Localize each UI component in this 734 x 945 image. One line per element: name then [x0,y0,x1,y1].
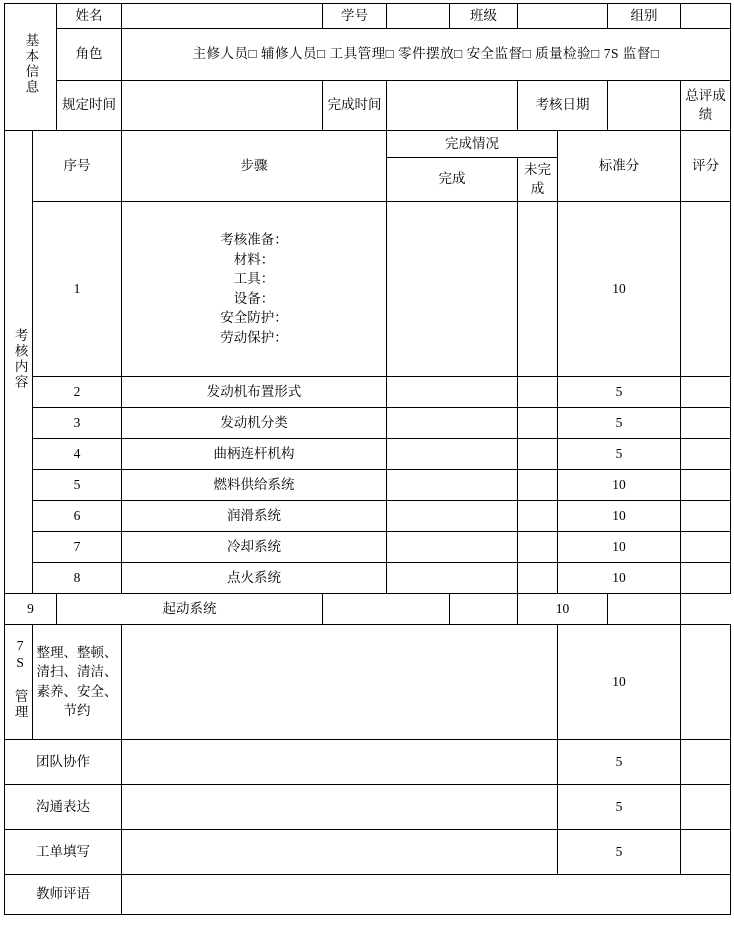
planned-time-field[interactable] [122,80,323,130]
row-step: 发动机分类 [122,407,387,438]
row-score[interactable] [681,739,731,784]
role-options[interactable]: 主修人员□ 辅修人员□ 工具管理□ 零件摆放□ 安全监督□ 质量检验□ 7S 监督□ [122,28,731,80]
row-done[interactable] [387,376,518,407]
row-seq: 3 [33,407,122,438]
table-row [5,376,731,407]
row-content[interactable] [122,784,558,829]
row-score[interactable] [681,829,731,874]
row-done[interactable] [323,593,450,624]
row-score[interactable] [681,469,731,500]
row-done[interactable] [387,531,518,562]
table-row [5,739,731,784]
row-step: 起动系统 [57,593,323,624]
class-label: 班级 [450,4,518,29]
row-score[interactable] [681,407,731,438]
header-seq: 序号 [33,130,122,201]
step-line: 工具： [233,271,275,287]
group-label: 组别 [608,4,681,29]
row-not-done[interactable] [518,201,558,376]
row-seq: 5 [33,469,122,500]
row-score[interactable] [681,562,731,593]
row-label: 工单填写 [5,829,122,874]
table-row [5,829,731,874]
row-step [122,201,387,376]
row-standard-score: 5 [558,784,681,829]
row-not-done[interactable] [450,593,518,624]
table-row [5,562,731,593]
row-step: 燃料供给系统 [122,469,387,500]
row-standard-score: 10 [558,500,681,531]
class-field[interactable] [518,4,608,29]
basic-info-row-3 [5,80,731,130]
row-label: 沟通表达 [5,784,122,829]
total-score-label: 总评成绩 [681,80,731,130]
table-row [5,407,731,438]
step-line: 劳动保护： [220,329,288,345]
seven-s-label: 7S 管理 [5,624,33,739]
role-label: 角色 [57,28,122,80]
header-step: 步骤 [122,130,387,201]
basic-info-label: 基本信息 [5,4,57,131]
exam-date-field[interactable] [608,80,681,130]
row-seq: 9 [5,593,57,624]
table-row [5,784,731,829]
row-standard-score: 5 [558,407,681,438]
row-standard-score: 10 [558,201,681,376]
row-done[interactable] [387,500,518,531]
seven-s-items: 整理、整顿、清扫、清洁、素养、安全、节约 [33,624,122,739]
header-standard-score: 标准分 [558,130,681,201]
basic-info-row-1 [5,4,731,29]
row-standard-score: 10 [558,531,681,562]
name-field[interactable] [122,4,323,29]
row-step: 冷却系统 [122,531,387,562]
seven-s-standard-score: 10 [558,624,681,739]
header-completion: 完成情况 [387,130,558,157]
teacher-comment-field[interactable] [122,874,731,914]
basic-info-row-2 [5,28,731,80]
row-not-done[interactable] [518,500,558,531]
row-not-done[interactable] [518,407,558,438]
row-content[interactable] [122,829,558,874]
teacher-comment-row [5,874,731,914]
row-standard-score: 10 [558,469,681,500]
step-line: 安全防护： [220,310,288,326]
header-not-done: 未完成 [518,157,558,201]
row-not-done[interactable] [518,531,558,562]
row-not-done[interactable] [518,438,558,469]
row-label: 团队协作 [5,739,122,784]
planned-time-label: 规定时间 [57,80,122,130]
header-score: 评分 [681,130,731,201]
row-not-done[interactable] [518,469,558,500]
row-score[interactable] [608,593,681,624]
student-id-label: 学号 [323,4,387,29]
table-row [5,593,731,624]
row-seq: 7 [33,531,122,562]
row-standard-score: 5 [558,739,681,784]
row-seq: 8 [33,562,122,593]
header-done: 完成 [387,157,518,201]
row-score[interactable] [681,438,731,469]
row-standard-score: 5 [558,376,681,407]
row-content[interactable] [122,739,558,784]
step-line: 材料： [233,251,275,267]
teacher-comment-label: 教师评语 [5,874,122,914]
row-score[interactable] [681,201,731,376]
table-row [5,201,731,376]
finish-time-field[interactable] [387,80,518,130]
row-seq: 4 [33,438,122,469]
row-standard-score: 5 [558,438,681,469]
row-step: 曲柄连杆机构 [122,438,387,469]
row-seq: 1 [33,201,122,376]
row-score[interactable] [681,376,731,407]
table-row [5,500,731,531]
row-not-done[interactable] [518,376,558,407]
step-line: 设备： [233,290,275,306]
row-done[interactable] [387,562,518,593]
row-standard-score: 10 [518,593,608,624]
row-not-done[interactable] [518,562,558,593]
seven-s-score[interactable] [681,624,731,739]
student-id-field[interactable] [387,4,450,29]
exam-content-label: 考核内容 [5,130,33,593]
row-done[interactable] [387,201,518,376]
row-seq: 6 [33,500,122,531]
exam-date-label: 考核日期 [518,80,608,130]
row-step: 点火系统 [122,562,387,593]
row-score[interactable] [681,531,731,562]
group-field[interactable] [681,4,731,29]
row-seq: 2 [33,376,122,407]
name-label: 姓名 [57,4,122,29]
exam-header-row-1 [5,130,731,157]
row-score[interactable] [681,784,731,829]
table-row [5,469,731,500]
row-done[interactable] [387,469,518,500]
table-row [5,531,731,562]
table-row [5,438,731,469]
row-step: 发动机布置形式 [122,376,387,407]
finish-time-label: 完成时间 [323,80,387,130]
seven-s-row [5,624,731,739]
row-done[interactable] [387,407,518,438]
step-line: 考核准备： [220,232,288,247]
seven-s-content[interactable] [122,624,558,739]
row-standard-score: 10 [558,562,681,593]
row-standard-score: 5 [558,829,681,874]
row-score[interactable] [681,500,731,531]
score-table [4,3,731,915]
row-done[interactable] [387,438,518,469]
row-step: 润滑系统 [122,500,387,531]
